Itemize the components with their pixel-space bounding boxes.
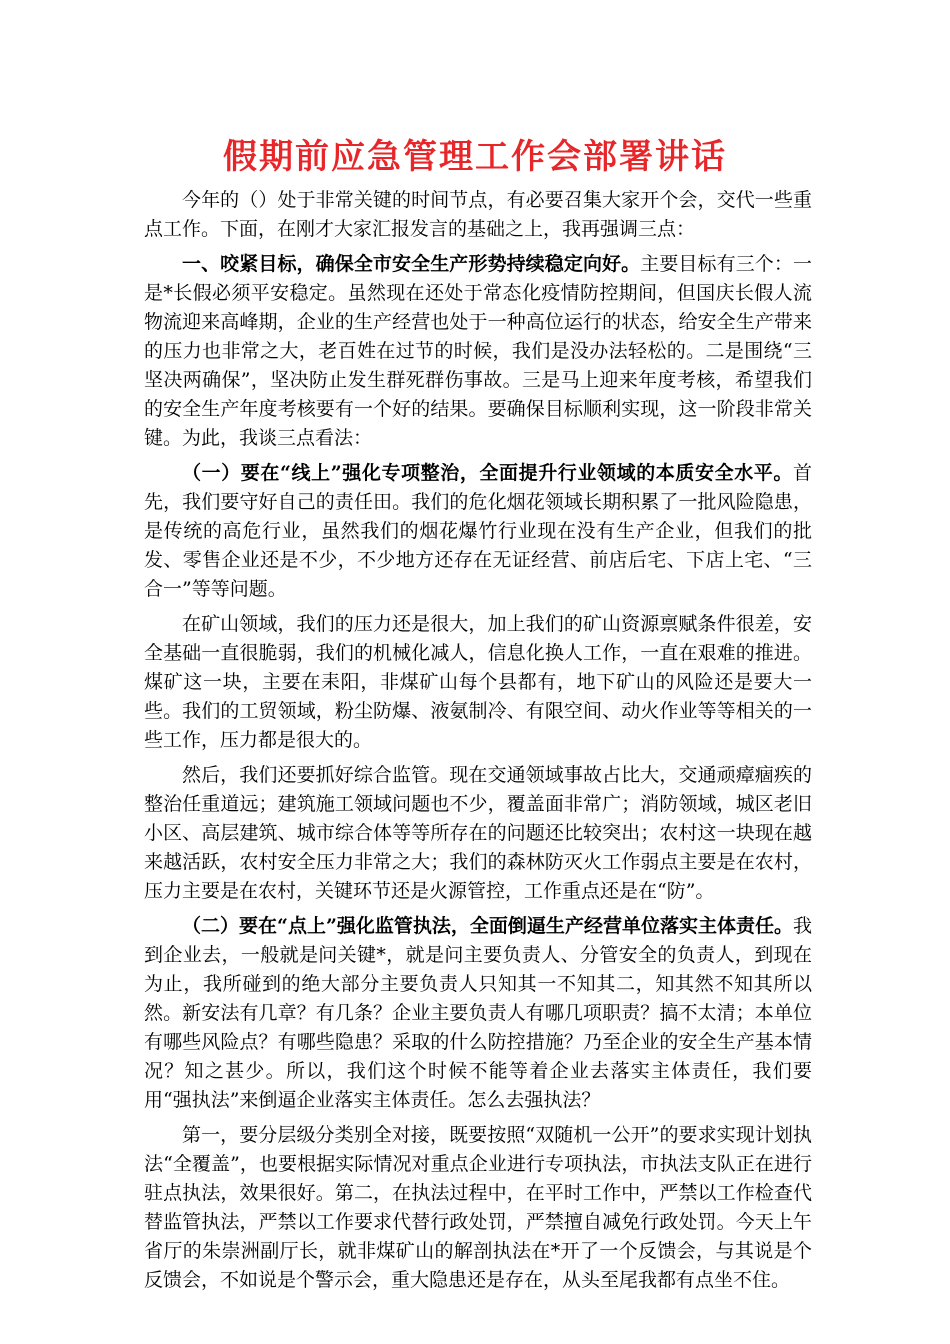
paragraph-subsection-two (144, 912, 812, 1115)
document-body (144, 186, 812, 1301)
section-heading: 一、咬紧目标，确保全市安全生产形势持续稳定向好。 (182, 253, 641, 275)
paragraph-intro (144, 186, 812, 244)
document-title: 假期前应急管理工作会部署讲话 (223, 137, 727, 177)
paragraph-text: 我到企业去，一般就是问关键*，就是问主要负责人、分管安全的负责人，到现在为止，我所碰到的绝大部分主要负责人只知其一不知其二，知其然不知其所以然。新安法有几章？有几条？企业主要负责人有哪几项职责？搞不太清；本单位有哪些风险点？有哪些隐患？采取的什么防控措施？乃至企业的安全生产基本情况？知之甚少。所以，我们这个时候不能等着企业去落实主体责任，我们要用“强执法”来倒逼企业落实主体责任。怎么去强执法？ (144, 915, 812, 1111)
paragraph-text: 今年的（）处于非常关键的时间节点，有必要召集大家开个会，交代一些重点工作。下面，在刚才大家汇报发言的基础之上，我再强调三点： (144, 189, 812, 240)
paragraph-mining (144, 610, 812, 755)
paragraph-text: 首先，我们要守好自己的责任田。我们的危化烟花领域长期积累了一批风险隐患，是传统的高危行业，虽然我们的烟花爆竹行业现在没有生产企业，但我们的批发、零售企业还是不少，不少地方还存在无证经营、前店后宅、下店上宅、“三合一”等等问题。 (144, 462, 812, 600)
paragraph-text: 第一，要分层级分类别全对接，既要按照“双随机一公开”的要求实现计划执法“全覆盖”，也要根据实际情况对重点企业进行专项执法，市执法支队正在进行驻点执法，效果很好。第二，在执法过程中，在平时工作中，严禁以工作检查代替监管执法，严禁以工作要求代替行政处罚，严禁擅自减免行政处罚。今天上午省厅的朱崇洲副厅长，就非煤矿山的解剖执法在*开了一个反馈会，与其说是个反馈会，不如说是个警示会，重大隐患还是存在，从头至尾我都有点坐不住。 (144, 1124, 812, 1291)
paragraph-text: 主要目标有三个：一是*长假必须平安稳定。虽然现在还处于常态化疫情防控期间，但国庆长假人流物流迎来高峰期，企业的生产经营也处于一种高位运行的状态，给安全生产带来的压力也非常之大，老百姓在过节的时候，我们是没办法轻松的。二是围绕“三坚决两确保”，坚决防止发生群死群伤事故。三是马上迎来年度考核，希望我们的安全生产年度考核要有一个好的结果。要确保目标顺利实现，这一阶段非常关键。为此，我谈三点看法： (144, 253, 812, 449)
paragraph-enforcement (144, 1121, 812, 1295)
paragraph-supervision (144, 761, 812, 906)
paragraph-text: 在矿山领域，我们的压力还是很大，加上我们的矿山资源禀赋条件很差，安全基础一直很脆弱，我们的机械化减人，信息化换人工作，一直在艰难的推进。煤矿这一块，主要在耒阳，非煤矿山每个县都有，地下矿山的风险还是要大一些。我们的工贸领域，粉尘防爆、液氨制冷、有限空间、动火作业等等相关的一些工作，压力都是很大的。 (144, 613, 812, 751)
subsection-heading: （二）要在“点上”强化监管执法，全面倒逼生产经营单位落实主体责任。 (182, 915, 793, 937)
subsection-heading: （一）要在“线上”强化专项整治，全面提升行业领域的本质安全水平。 (182, 462, 793, 484)
paragraph-section-one (144, 250, 812, 453)
paragraph-subsection-one (144, 459, 812, 604)
paragraph-text: 然后，我们还要抓好综合监管。现在交通领域事故占比大，交通顽瘴痼疾的整治任重道远；建筑施工领域问题也不少，覆盖面非常广；消防领域，城区老旧小区、高层建筑、城市综合体等等所存在的问题还比较突出；农村这一块现在越来越活跃，农村安全压力非常之大；我们的森林防灭火工作弱点主要是在农村，压力主要是在农村，关键环节还是火源管控，工作重点还是在“防”。 (144, 764, 812, 902)
